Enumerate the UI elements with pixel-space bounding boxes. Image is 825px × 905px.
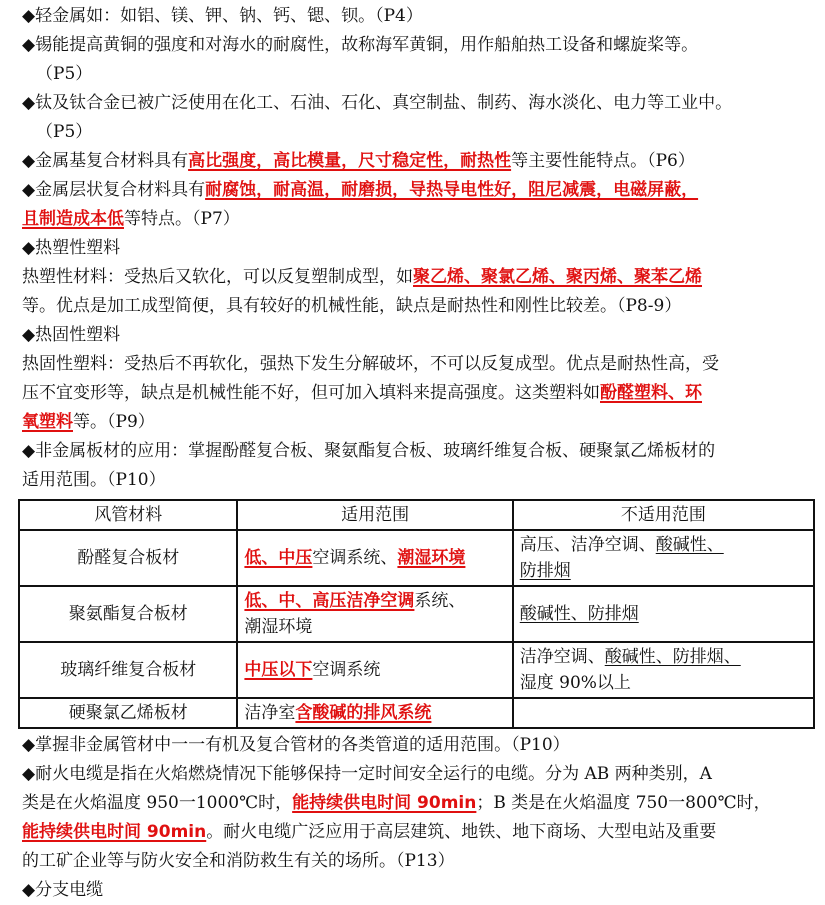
table-row (19, 586, 814, 642)
note-metal-matrix-composite: ◆金属基复合材料具有高比强度，高比模量，尺寸稳定性，耐热性等主要性能特点。（P6） (22, 151, 695, 171)
note-thermoplastic-cont: 等。优点是加工成型简便，具有较好的机械性能，缺点是耐热性和刚性比较差。（P8-9） (22, 296, 682, 316)
table-cell-notapply (513, 698, 814, 728)
highlight-text: 能持续供电时间 90min (22, 822, 207, 842)
note-fire-resistant-cable-cont2: 能持续供电时间 90min。耐火电缆广泛应用于高层建筑、地铁、地下商场、大型电站及重要 (22, 822, 717, 842)
table-row (19, 642, 814, 698)
note-fire-resistant-cable: ◆耐火电缆是指在火焰燃烧情况下能够保持一定时间安全运行的电缆。分为 AB 两种类别，A (22, 764, 712, 784)
note-titanium: ◆钛及钛合金已被广泛使用在化工、石油、石化、真空制盐、制药、海水淡化、电力等工业中。 (22, 93, 733, 113)
note-thermoplastic: 热塑性材料：受热后又软化，可以反复塑制成型，如聚乙烯、聚氯乙烯、聚丙烯、聚苯乙烯 (22, 267, 702, 287)
note-nonmetal-boards: ◆非金属板材的应用：掌握酚醛复合板、聚氨酯复合板、玻璃纤维复合板、硬聚氯乙烯板材的 (22, 441, 716, 461)
highlight-text: 且制造成本低 (22, 209, 124, 229)
note-nonmetal-boards-cont: 适用范围。（P10） (22, 470, 166, 490)
note-thermoset-cont: 压不宜变形等，缺点是机械性能不好，但可加入填料来提高强度。这类塑料如酚醛塑料、环 (22, 383, 702, 403)
heading-thermoplastic: ◆热塑性塑料 (22, 238, 121, 258)
note-fire-resistant-cable-cont: 类是在火焰温度 950一1000℃时，能持续供电时间 90min；B 类是在火焰温度 750一800℃时， (22, 793, 771, 813)
note-light-metals: ◆轻金属如：如铝、镁、钾、钠、钙、锶、钡。（P4） (22, 6, 423, 26)
table-cell-notapply: 酸碱性、防排烟 (513, 586, 814, 642)
table-cell-material: 酚醛复合板材 (19, 530, 237, 586)
highlight-text: 能持续供电时间 90min (292, 793, 477, 813)
highlight-text: 酚醛塑料、环 (600, 383, 702, 403)
highlight-text: 氧塑料 (22, 412, 73, 432)
duct-material-table (18, 499, 815, 729)
table-cell-material: 硬聚氯乙烯板材 (19, 698, 237, 728)
note-layered-composite-cont: 且制造成本低等特点。（P7） (22, 209, 240, 229)
table-cell-notapply: 高压、洁净空调、酸碱性、 防排烟 (513, 530, 814, 586)
note-nonmetal-pipes: ◆掌握非金属管材中一一有机及复合管材的各类管道的适用范围。（P10） (22, 735, 570, 755)
table-cell-apply: 低、中、高压洁净空调系统、 潮湿环境 (237, 586, 512, 642)
heading-branch-cable: ◆分支电缆 (22, 880, 104, 900)
table-row (19, 530, 814, 586)
table-row (19, 698, 814, 728)
note-thermoset: 热固性塑料：受热后不再软化，强热下发生分解破坏，不可以反复成型。优点是耐热性高，受 (22, 354, 719, 374)
table-header-cell: 适用范围 (237, 500, 512, 530)
note-tin-brass: ◆锡能提高黄铜的强度和对海水的耐腐性，故称海军黄铜，用作船舶热工设备和螺旋桨等。 (22, 35, 699, 55)
table-header-row (19, 500, 814, 530)
table-cell-material: 聚氨酯复合板材 (19, 586, 237, 642)
note-titanium-page: （P5） (36, 122, 93, 142)
table-header-cell: 不适用范围 (513, 500, 814, 530)
note-layered-composite: ◆金属层状复合材料具有耐腐蚀，耐高温，耐磨损，导热导电性好，阻尼减震，电磁屏蔽， (22, 180, 699, 200)
table-cell-notapply: 洁净空调、酸碱性、防排烟、 湿度 90%以上 (513, 642, 814, 698)
note-tin-brass-page: （P5） (36, 64, 93, 84)
heading-thermoset: ◆热固性塑料 (22, 325, 121, 345)
table-cell-material: 玻璃纤维复合板材 (19, 642, 237, 698)
note-thermoset-cont2: 氧塑料等。（P9） (22, 412, 155, 432)
table-header-cell: 风管材料 (19, 500, 237, 530)
table-cell-apply: 洁净室含酸碱的排风系统 (237, 698, 512, 728)
table-cell-apply: 中压以下空调系统 (237, 642, 512, 698)
table-cell-apply: 低、中压空调系统、潮湿环境 (237, 530, 512, 586)
highlight-text: 高比强度，高比模量，尺寸稳定性，耐热性 (188, 151, 512, 171)
highlight-text: 耐腐蚀，耐高温，耐磨损，导热导电性好，阻尼减震，电磁屏蔽， (205, 180, 699, 200)
highlight-text: 聚乙烯、聚氯乙烯、聚丙烯、聚苯乙烯 (413, 267, 702, 287)
note-fire-resistant-cable-cont3: 的工矿企业等与防火安全和消防救生有关的场所。（P13） (22, 851, 455, 871)
